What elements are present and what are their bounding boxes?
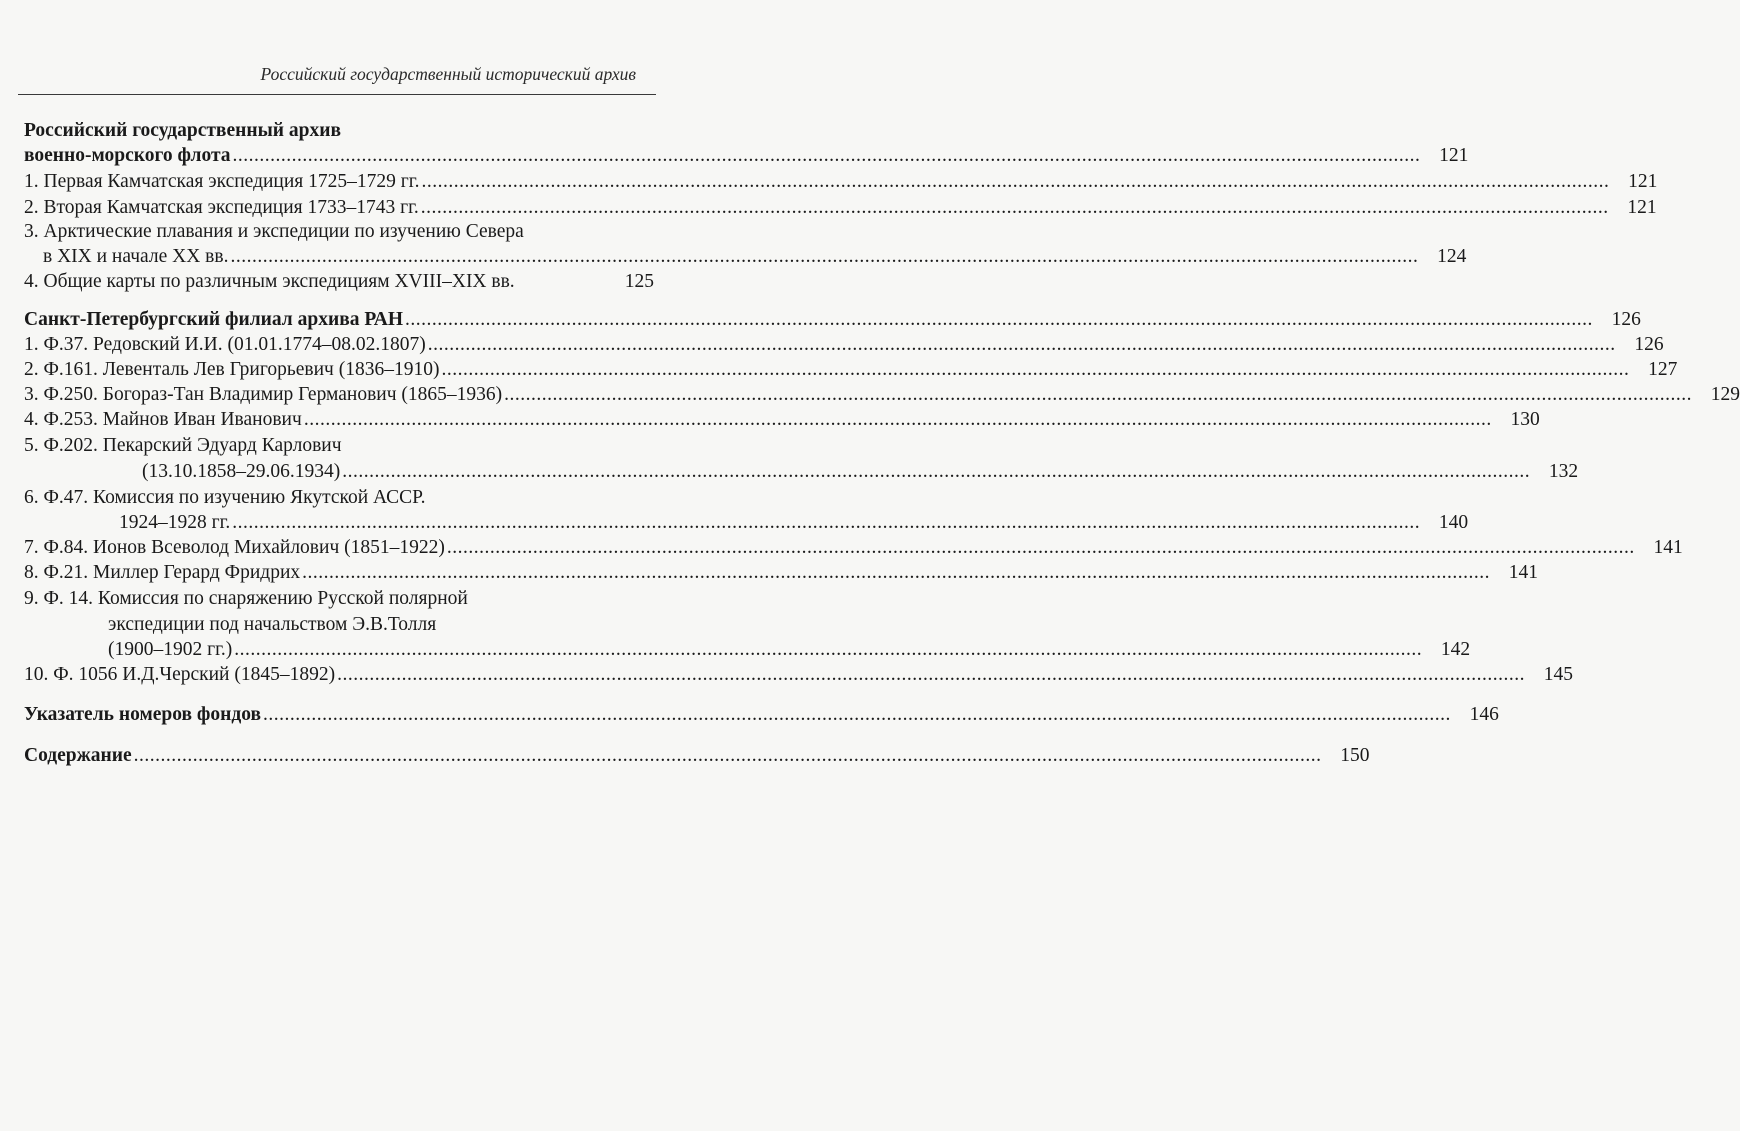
toc-entry	[24, 459, 1579, 485]
toc-entry-row	[24, 307, 1641, 333]
toc-entry	[24, 382, 1740, 408]
toc-entry-title: Российский государственный архив	[24, 120, 342, 141]
toc-entry-row	[24, 219, 654, 245]
toc-entry-row	[24, 560, 1539, 586]
toc-entry-row	[24, 459, 1579, 485]
dot-leader	[302, 560, 1490, 586]
dot-leader	[263, 702, 1451, 728]
toc-entry	[24, 743, 1370, 769]
toc-entry-row	[24, 535, 1683, 561]
toc-entry-row	[24, 662, 1573, 688]
toc-entry-page-number: 125	[624, 271, 654, 292]
toc-entry-page-number: 150	[1340, 745, 1370, 766]
toc-entry	[24, 702, 1499, 728]
toc-entry-page-number: 127	[1648, 359, 1678, 380]
toc-entry-title: Санкт-Петербургский филиал архива РАН	[24, 309, 404, 330]
toc-entry-page-number: 141	[1508, 562, 1539, 583]
toc-entry	[24, 485, 654, 511]
toc-entry	[24, 433, 654, 459]
toc-entry-title: 9. Ф. 14. Комиссия по снаряжению Русской полярной	[24, 588, 468, 609]
toc-entry	[24, 118, 654, 144]
toc-entry-row	[24, 485, 654, 511]
toc-entry-title: 4. Ф.253. Майнов Иван Иванович	[24, 409, 302, 430]
toc-entry-page-number: 146	[1469, 704, 1499, 725]
toc-entry-row	[24, 407, 1540, 433]
dot-leader	[304, 407, 1492, 433]
toc-entry-row	[24, 743, 1370, 769]
toc-entry-title: 10. Ф. 1056 И.Д.Черский (1845–1892)	[24, 664, 336, 685]
dot-leader	[421, 169, 1609, 195]
toc-entry-row	[24, 143, 1469, 169]
toc-entry	[24, 612, 654, 638]
toc-entry-title: 8. Ф.21. Миллер Герард Фридрих	[24, 562, 301, 583]
toc-entry-title: (1900–1902 гг.)	[108, 639, 233, 660]
toc-entry-title: 2. Ф.161. Левенталь Лев Григорьевич (1836–1910)	[24, 359, 440, 380]
toc-entry-title: 7. Ф.84. Ионов Всеволод Михайлович (1851–1922)	[24, 537, 445, 558]
toc-entry-title: 1. Первая Камчатская экспедиция 1725–1729 гг.	[24, 171, 420, 192]
toc-entry	[24, 586, 654, 612]
toc-entry-row	[24, 612, 738, 638]
toc-entry-row	[24, 510, 1469, 536]
toc-entry-title: Указатель номеров фондов	[24, 704, 262, 725]
toc-entry	[24, 169, 1658, 195]
dot-leader	[428, 332, 1616, 358]
toc-entry	[24, 637, 1471, 663]
toc-entry-title: 2. Вторая Камчатская экспедиция 1733–1743 гг.	[24, 197, 419, 218]
toc-entry-row	[24, 702, 1499, 728]
toc-entry-page-number: 142	[1440, 639, 1471, 660]
toc-entry-page-number: 121	[1439, 145, 1469, 166]
toc-entry-page-number: 126	[1611, 309, 1641, 330]
toc-entry-title: экспедиции под начальством Э.В.Толля	[108, 614, 437, 635]
dot-leader	[233, 143, 1421, 169]
toc-entry-row	[24, 637, 1471, 663]
dot-leader	[447, 535, 1635, 561]
toc-entry-row	[24, 118, 654, 144]
toc-entry-title: 4. Общие карты по различным экспедициям XVIII–XIX вв.	[24, 271, 515, 292]
toc-entry-page-number: 124	[1437, 246, 1467, 267]
dot-leader	[232, 510, 1420, 536]
toc-entry-title: 1924–1928 гг.	[119, 512, 231, 533]
toc-entry-row	[24, 586, 654, 612]
running-header	[18, 58, 656, 95]
dot-leader	[441, 357, 1629, 383]
dot-leader	[134, 743, 1322, 769]
toc-entry-page-number: 121	[1628, 171, 1658, 192]
toc-entry	[24, 407, 1540, 433]
toc-entry-title: в XIX и начале XX вв.	[43, 246, 229, 267]
toc-entry	[24, 269, 654, 295]
toc-entry-page-number: 141	[1653, 537, 1683, 558]
toc-entry-row	[24, 433, 654, 459]
toc-entry-page-number: 132	[1548, 461, 1579, 482]
toc-entry	[24, 662, 1573, 688]
dot-leader	[421, 195, 1609, 221]
toc-entry-title: 3. Ф.250. Богораз-Тан Владимир Германович (1865–1936)	[24, 384, 503, 405]
toc-entry-page-number: 129	[1710, 384, 1740, 405]
toc-entry	[24, 219, 654, 245]
toc-entry-page-number: 140	[1438, 512, 1469, 533]
toc-entry-title: 6. Ф.47. Комиссия по изучению Якутской АССР.	[24, 487, 426, 508]
toc-entry-page-number: 121	[1627, 197, 1657, 218]
toc-entry	[24, 195, 1657, 221]
toc-entry-page-number: 145	[1543, 664, 1573, 685]
dot-leader	[405, 307, 1593, 333]
toc-entry	[24, 535, 1683, 561]
dot-leader	[504, 382, 1692, 408]
toc-entry	[24, 244, 1467, 270]
toc-entry-row	[24, 357, 1678, 383]
toc-entry-row	[24, 332, 1664, 358]
toc-entry	[24, 332, 1664, 358]
toc-entry-row	[24, 382, 1740, 408]
toc-entry-title: Содержание	[24, 745, 132, 766]
toc-entry-title: военно-морского флота	[24, 145, 231, 166]
toc-entry-row	[24, 195, 1657, 221]
dot-leader	[230, 244, 1418, 270]
toc-entry-page-number: 126	[1634, 334, 1664, 355]
toc-entry-title: 3. Арктические плавания и экспедиции по изучению Севера	[24, 221, 524, 242]
toc-entry	[24, 560, 1539, 586]
dot-leader	[234, 637, 1422, 663]
toc-entry-row	[24, 244, 1467, 270]
toc-entry-title: (13.10.1858–29.06.1934)	[142, 461, 341, 482]
toc-entry-title: 1. Ф.37. Редовский И.И. (01.01.1774–08.02.1807)	[24, 334, 426, 355]
toc-entry	[24, 510, 1469, 536]
toc-entry	[24, 307, 1641, 333]
toc-entry-row	[24, 169, 1658, 195]
running-title: Российский государственный исторический архив	[260, 64, 636, 84]
toc-entry	[24, 357, 1678, 383]
toc-entry-page-number: 130	[1510, 409, 1540, 430]
dot-leader	[337, 662, 1525, 688]
toc-entry-title: 5. Ф.202. Пекарский Эдуард Карлович	[24, 435, 342, 456]
toc-entry	[24, 143, 1469, 169]
dot-leader	[342, 459, 1530, 485]
toc-entry-row	[24, 269, 654, 295]
